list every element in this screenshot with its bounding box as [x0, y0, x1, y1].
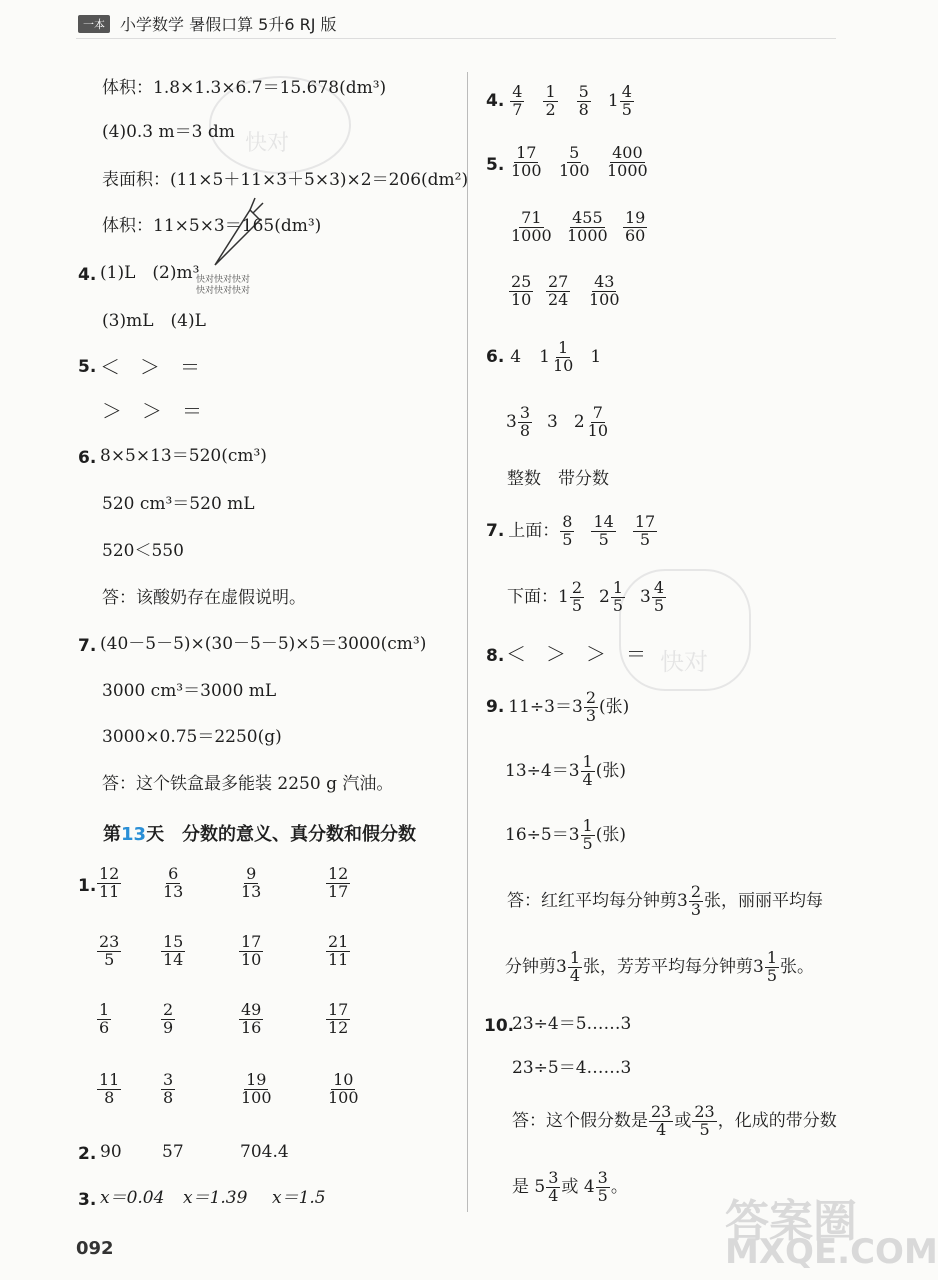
fraction: $\frac{7}{10}$ [587, 403, 609, 440]
denominator: 1000 [607, 160, 648, 180]
numerator: 12 [328, 864, 349, 883]
fraction: $\frac{5}{8}$ [578, 82, 589, 119]
statement-text: 张，丽丽平均每 [704, 890, 824, 911]
denominator: 100 [511, 160, 542, 180]
denominator: 11 [328, 949, 349, 969]
denominator: 1000 [511, 225, 552, 245]
svg-text:快对: 快对 [660, 648, 708, 676]
fraction [161, 934, 185, 969]
section-title: 天 分数的意义、真分数和假分数 [146, 824, 417, 845]
fraction: $\frac{2}{3}$ [690, 882, 702, 919]
numerator: 19 [246, 1070, 267, 1089]
numerator: 6 [168, 864, 179, 883]
fraction [557, 145, 592, 180]
book-title: 小学数学 暑假口算 5升6 RJ 版 [120, 15, 337, 34]
numerator: 1 [99, 1000, 110, 1019]
statement-text: 是 5 [512, 1176, 546, 1197]
fraction [161, 866, 185, 901]
answer-line: 520 cm³＝520 mL [102, 494, 255, 514]
answer-statement [512, 1104, 837, 1139]
numerator: 25 [511, 272, 532, 291]
statement-text: 或 4 [561, 1176, 595, 1197]
answer-value: 704.4 [240, 1142, 289, 1162]
url-watermark: MXQE.COM [725, 1232, 938, 1272]
answer-value: 57 [162, 1142, 184, 1162]
equation: 13÷4＝3 [505, 760, 580, 781]
fraction: $\frac{4}{7}$ [512, 82, 523, 119]
fraction [239, 866, 263, 901]
volume-line-2: 体积：11×5×3＝165(dm³) [102, 216, 322, 236]
unit: (张) [595, 824, 626, 845]
numerator: 43 [594, 272, 615, 291]
fraction: $\frac{1}{5}$ [612, 578, 624, 615]
question-number: 7. [486, 521, 505, 542]
whole-number: 3 [640, 586, 651, 607]
denominator: 100 [328, 1087, 359, 1107]
fraction: $\frac{3}{8}$ [519, 403, 531, 440]
fraction: $\frac{3}{5}$ [597, 1168, 608, 1205]
fraction: $\frac{23}{5}$ [694, 1102, 715, 1139]
denominator: 13 [163, 881, 184, 901]
question-number: 5. [78, 357, 97, 377]
numerator: 19 [625, 208, 646, 227]
numerator: 21 [328, 932, 349, 951]
whole-number: 1 [607, 90, 619, 111]
fraction [605, 145, 650, 180]
answer-line: ＞ ＞ ＝ [102, 399, 202, 423]
denominator: 10 [511, 289, 532, 309]
statement-text: 答：这个假分数是 [512, 1110, 648, 1131]
question-number: 6. [78, 448, 97, 468]
answer-value: x＝1.39 [183, 1188, 248, 1208]
fraction [509, 145, 544, 180]
fraction [97, 934, 121, 969]
fraction [326, 866, 350, 901]
denominator: 13 [241, 881, 262, 901]
answer-line: 整数 带分数 [507, 469, 609, 489]
day-number: 13 [121, 824, 147, 845]
numerator: 2 [163, 1000, 174, 1019]
numerator: 11 [99, 1070, 120, 1089]
fraction [239, 1072, 274, 1107]
denominator: 9 [163, 1017, 174, 1037]
denominator: 100 [559, 160, 590, 180]
answer-line: 3000 cm³＝3000 mL [102, 681, 277, 701]
fraction: $\frac{2}{5}$ [571, 578, 583, 615]
whole-number: 2 [573, 411, 585, 432]
whole-number: 1 [539, 346, 550, 367]
denominator: 12 [328, 1017, 349, 1037]
answer-value: 3 [547, 411, 558, 432]
numerator: 5 [569, 143, 580, 162]
denominator: 8 [104, 1087, 115, 1107]
statement-text: 分钟剪3 [505, 956, 567, 977]
statement-text: 张。 [780, 956, 815, 977]
answer-row [486, 340, 601, 375]
answer-value: 90 [100, 1142, 122, 1162]
answer-statement [512, 1170, 628, 1205]
fraction [161, 1072, 175, 1107]
brand-watermark: 答案圈 [725, 1196, 857, 1247]
answer-line: ＜ ＞ ＞ ＝ [506, 642, 646, 666]
question-number: 3. [78, 1190, 97, 1210]
question-number: 9. [486, 697, 505, 718]
answer-row [505, 818, 626, 853]
fraction [326, 1072, 361, 1107]
equation: 23÷4＝5……3 [512, 1014, 632, 1034]
fraction: $\frac{1}{10}$ [552, 338, 574, 375]
answer-line: (40－5－5)×(30－5－5)×5＝3000(cm³) [100, 634, 427, 654]
whole-number: 1 [558, 586, 569, 607]
numerator: 23 [99, 932, 120, 951]
denominator: 1000 [567, 225, 608, 245]
answer-row [506, 405, 611, 440]
svg-text:快对: 快对 [245, 131, 290, 156]
page-header [78, 12, 337, 35]
answer-statement [505, 950, 814, 985]
fraction [97, 1072, 121, 1107]
numerator: 27 [548, 272, 569, 291]
series-badge: 一本 [78, 15, 110, 33]
denominator: 17 [328, 881, 349, 901]
question-number: 7. [78, 636, 97, 656]
statement-text: ，化成的带分数 [717, 1110, 837, 1131]
fraction: $\frac{23}{4}$ [651, 1102, 672, 1139]
question-number: 4. [486, 91, 505, 112]
equation: 11÷3＝3 [508, 696, 583, 717]
fraction [326, 1002, 350, 1037]
statement-text: 答：红红平均每分钟剪3 [507, 890, 688, 911]
question-number: 8. [486, 646, 505, 666]
fraction [565, 210, 610, 245]
answer-statement [507, 884, 823, 919]
answer-line: (3)mL (4)L [102, 311, 206, 331]
denominator: 24 [548, 289, 569, 309]
fraction [97, 866, 121, 901]
equation: 23÷5＝4……3 [512, 1058, 632, 1078]
question-number: 1. [78, 876, 97, 896]
statement-text: 或 [674, 1110, 692, 1131]
numerator: 9 [246, 864, 257, 883]
unit: (张) [595, 760, 626, 781]
whole-number: 3 [506, 411, 517, 432]
answer-value: x＝0.04 [100, 1188, 165, 1208]
fraction [509, 210, 554, 245]
numerator: 3 [163, 1070, 174, 1089]
question-number: 5. [486, 155, 505, 175]
numerator: 12 [99, 864, 120, 883]
numerator: 10 [333, 1070, 354, 1089]
denominator: 100 [589, 289, 620, 309]
answer-row [507, 580, 667, 615]
statement-text: 。 [610, 1176, 628, 1197]
section-heading [103, 820, 416, 846]
numerator: 17 [241, 932, 262, 951]
answer-line: 3000×0.75＝2250(g) [102, 727, 282, 747]
fraction [161, 1002, 175, 1037]
fraction [509, 274, 533, 309]
row-label: 下面： [507, 586, 558, 607]
fraction: $\frac{8}{5}$ [562, 512, 573, 549]
fraction: $\frac{14}{5}$ [593, 512, 614, 549]
answer-row [486, 690, 629, 725]
numerator: 17 [328, 1000, 349, 1019]
fraction [97, 1002, 111, 1037]
surface-area-line: 表面积：(11×5＋11×3＋5×3)×2＝206(dm²) [102, 170, 469, 190]
row-label: 上面： [508, 520, 560, 541]
answer-line: ＜ ＞ ＝ [100, 355, 200, 379]
small-stamp-text: 快对快对快对 快对快对快对 [196, 275, 251, 296]
denominator: 5 [104, 949, 115, 969]
question-number: 6. [486, 347, 505, 368]
fraction: $\frac{1}{5}$ [582, 816, 593, 853]
answer-statement: 答：这个铁盒最多能装 2250 g 汽油。 [102, 774, 394, 794]
fraction: $\frac{1}{4}$ [569, 948, 581, 985]
denominator: 60 [625, 225, 646, 245]
numerator: 455 [572, 208, 603, 227]
whole-number: 2 [599, 586, 610, 607]
denominator: 8 [163, 1087, 174, 1107]
column-divider [467, 72, 468, 1212]
section-prefix: 第 [103, 824, 121, 845]
fraction [587, 274, 622, 309]
fraction: $\frac{2}{3}$ [585, 688, 596, 725]
question-number: 4. [78, 265, 97, 285]
numerator: 17 [516, 143, 537, 162]
denominator: 10 [241, 949, 262, 969]
answer-line: 8×5×13＝520(cm³) [100, 446, 267, 466]
denominator: 16 [241, 1017, 262, 1037]
answer-row [486, 514, 658, 549]
conversion-line: (4)0.3 m＝3 dm [102, 122, 235, 142]
denominator: 6 [99, 1017, 110, 1037]
answer-statement: 答：该酸奶存在虚假说明。 [102, 588, 306, 608]
fraction: $\frac{1}{4}$ [582, 752, 593, 789]
unit: (张) [599, 696, 630, 717]
header-rule [76, 38, 836, 39]
fraction: $\frac{4}{5}$ [653, 578, 665, 615]
fraction: $\frac{3}{4}$ [548, 1168, 559, 1205]
denominator: 11 [99, 881, 120, 901]
numerator: 49 [241, 1000, 262, 1019]
volume-line-1: 体积：1.8×1.3×6.7＝15.678(dm³) [102, 78, 387, 98]
answer-line: (1)L (2)m³ [100, 263, 200, 283]
fraction [546, 274, 570, 309]
answer-line: 520＜550 [102, 541, 184, 561]
equation: 16÷5＝3 [505, 824, 580, 845]
fraction: $\frac{1}{5}$ [766, 948, 778, 985]
numerator: 71 [521, 208, 542, 227]
fraction: $\frac{17}{5}$ [634, 512, 656, 549]
answer-value: x＝1.5 [272, 1188, 326, 1208]
answer-value: 1 [590, 346, 602, 367]
page-number: 092 [76, 1238, 114, 1259]
fraction [239, 934, 263, 969]
fraction: $\frac{4}{5}$ [621, 82, 632, 119]
fraction [623, 210, 647, 245]
numerator: 15 [163, 932, 184, 951]
question-number: 10. [484, 1016, 515, 1036]
denominator: 14 [163, 949, 184, 969]
fraction [239, 1002, 263, 1037]
fraction: $\frac{1}{2}$ [545, 82, 556, 119]
statement-text: 张，芳芳平均每分钟剪3 [583, 956, 764, 977]
answer-row [505, 754, 626, 789]
numerator: 400 [612, 143, 643, 162]
question-number: 2. [78, 1144, 97, 1164]
answer-row [486, 84, 635, 119]
denominator: 100 [241, 1087, 272, 1107]
fraction [326, 934, 350, 969]
answer-value: 4 [510, 346, 522, 367]
